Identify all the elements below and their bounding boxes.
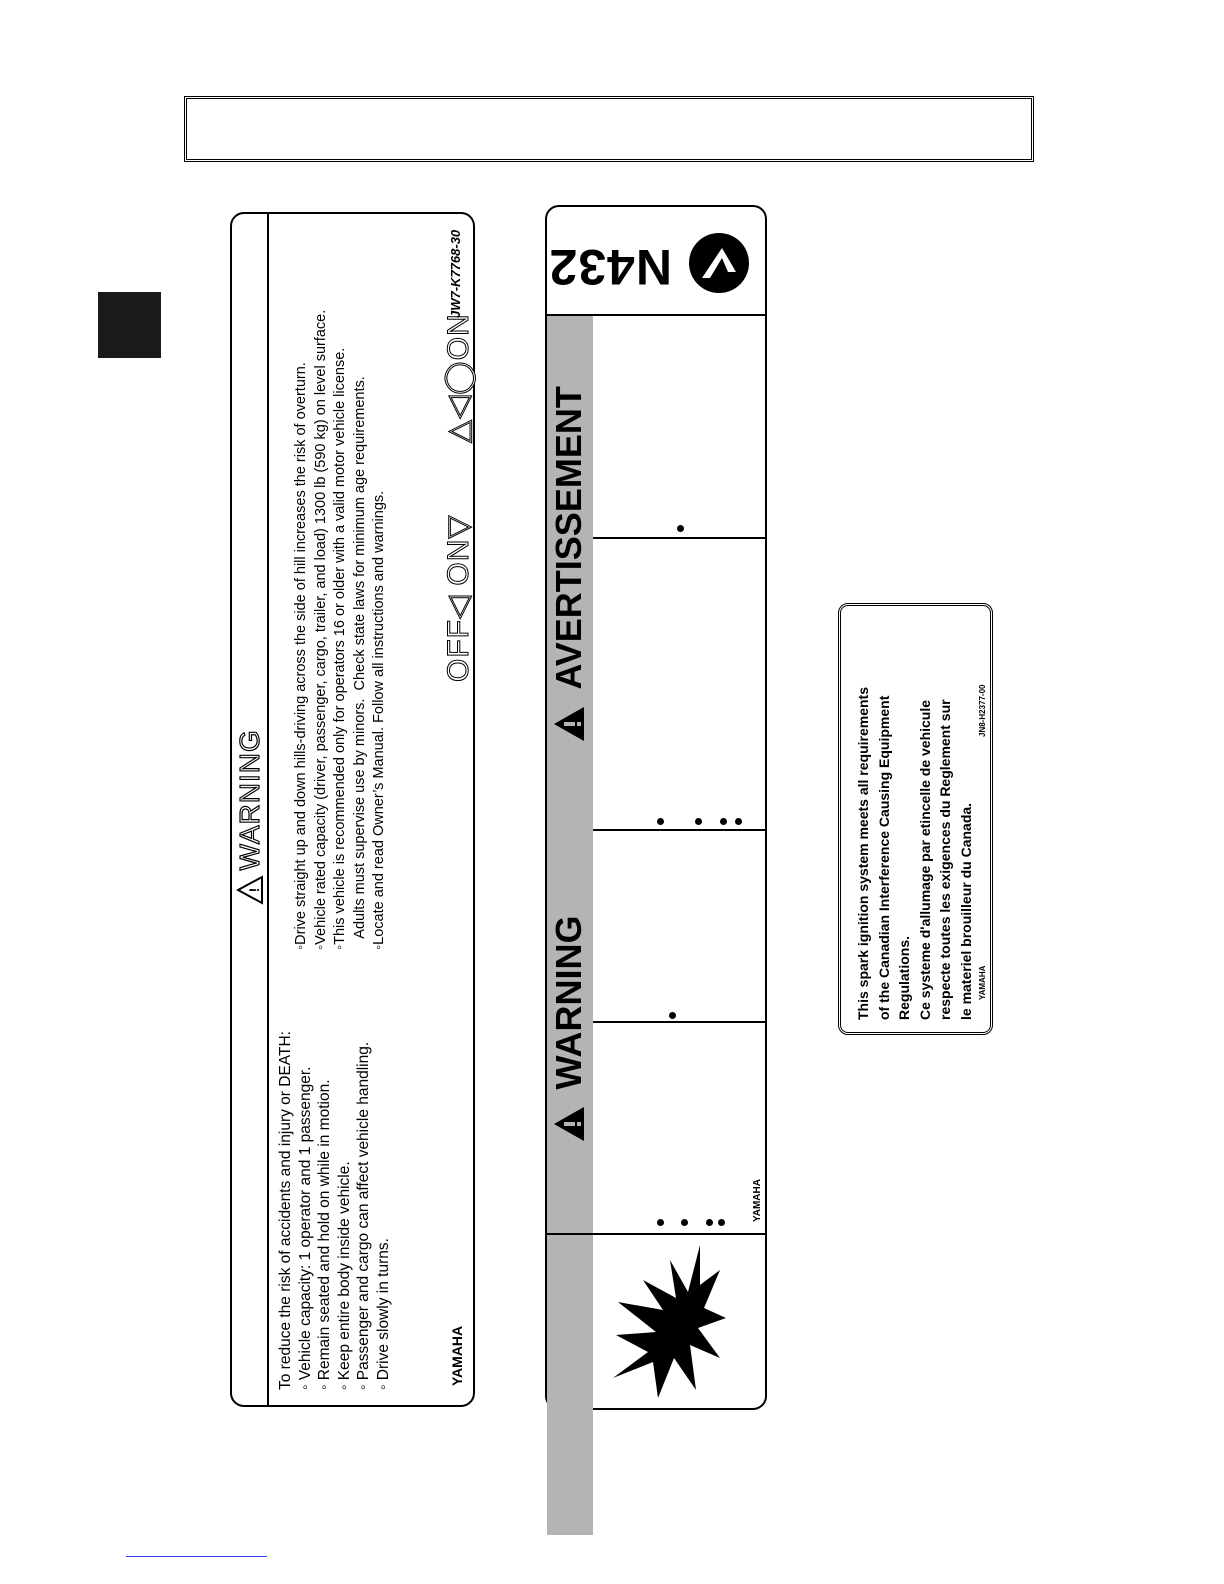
bullet-dot <box>735 818 742 825</box>
bullet-dot <box>677 525 684 532</box>
warning-item: ◦This vehicle is recommended only for operators 16 or older with a valid motor vehicle license. <box>332 347 348 950</box>
warning-intro: To reduce the risk of accidents and injury or DEATH: <box>277 1031 294 1390</box>
bullet-dot <box>706 1219 713 1226</box>
warning-triangle-icon <box>553 706 585 742</box>
warning-item: ◦Vehicle rated capacity (driver, passenger, cargo, trailer, and load) 1300 lb (590 kg) on level surface. <box>312 309 329 950</box>
warning-item: ◦ Remain seated and hold on while in motion. <box>316 1079 333 1390</box>
compliance-line: le materiel brouilleur du Canada. <box>957 802 974 1020</box>
label2-divider <box>547 314 765 316</box>
warning-header-en-text: WARNING <box>548 915 589 1090</box>
label2-divider <box>593 1021 765 1023</box>
bullet-dot <box>681 1219 688 1226</box>
warning-header-en <box>548 916 590 1142</box>
label2-code-block <box>548 222 750 302</box>
warning-label-title: WARNING <box>234 729 265 871</box>
label2-divider <box>593 537 765 539</box>
compliance-line: respecte toutes les exigences du Reglement sur <box>937 699 953 1020</box>
warning-item: Adults must supervise use by minors. Check state laws for minimum age requirements. <box>351 376 368 950</box>
warning-label-title-divider <box>267 214 269 1405</box>
warning-item: ◦ Passenger and cargo can affect vehicle handling. <box>355 1041 372 1390</box>
warning-triangle-icon <box>236 875 264 905</box>
bullet-dot <box>657 1219 664 1226</box>
switch-off-on-symbols: OFF◁ ON▽ <box>442 514 475 682</box>
warning-item: ◦Locate and read Owner’s Manual. Follow all instructions and warnings. <box>371 490 387 950</box>
yamaha-circle-logo-icon <box>688 232 750 294</box>
bullet-dot <box>657 818 664 825</box>
warning-label-right-text <box>292 310 390 950</box>
warning-label-left-text <box>276 1031 393 1390</box>
bullet-dot <box>695 818 702 825</box>
compliance-line: of the Canadian Interference Causing Equipment <box>875 695 892 1020</box>
warning-item: ◦ Vehicle capacity: 1 operator and 1 passenger. <box>296 1066 314 1390</box>
warning-item: ◦Drive straight up and down hills-driving across the side of hill increases the risk of overturn. <box>293 362 309 950</box>
label2-divider <box>547 1233 765 1235</box>
footer-rule <box>126 1556 267 1557</box>
svg-text:!: ! <box>246 887 262 893</box>
bullet-dot <box>720 818 727 825</box>
warning-item: ◦ Keep entire body inside vehicle. <box>335 1161 353 1390</box>
warning-label-brand: YAMAHA <box>449 1325 465 1386</box>
compliance-line: Regulations. <box>896 935 912 1020</box>
explosion-icon <box>608 1240 728 1400</box>
bullet-dot <box>669 1012 676 1019</box>
compliance-label-brand: YAMAHA <box>978 965 987 1000</box>
canada-compliance-text <box>853 687 976 1020</box>
warning-header-fr <box>548 386 590 742</box>
compliance-label-part-number: JN8-H2377-00 <box>978 684 987 737</box>
warning-item: ◦ Drive slowly in turns. <box>374 1238 392 1390</box>
switch-on-symbols: △◁◯ON <box>442 313 475 443</box>
compliance-line: This spark ignition system meets all requirements <box>855 687 871 1020</box>
label2-divider <box>593 829 765 831</box>
bullet-dot <box>718 1219 725 1226</box>
compliance-line: Ce systeme d'allumage par etincelle de vehicule <box>916 699 933 1020</box>
label2-code: N432 <box>548 239 672 295</box>
warning-header-fr-text: AVERTISSEMENT <box>548 386 589 690</box>
warning-label-part-number: JW7-K7768-30 <box>448 229 463 318</box>
warning-triangle-icon <box>553 1106 585 1142</box>
warning-label-title-row <box>234 729 266 905</box>
label2-brand: YAMAHA <box>752 1179 763 1222</box>
section-tab-marker <box>98 292 161 358</box>
header-box <box>184 96 1034 162</box>
